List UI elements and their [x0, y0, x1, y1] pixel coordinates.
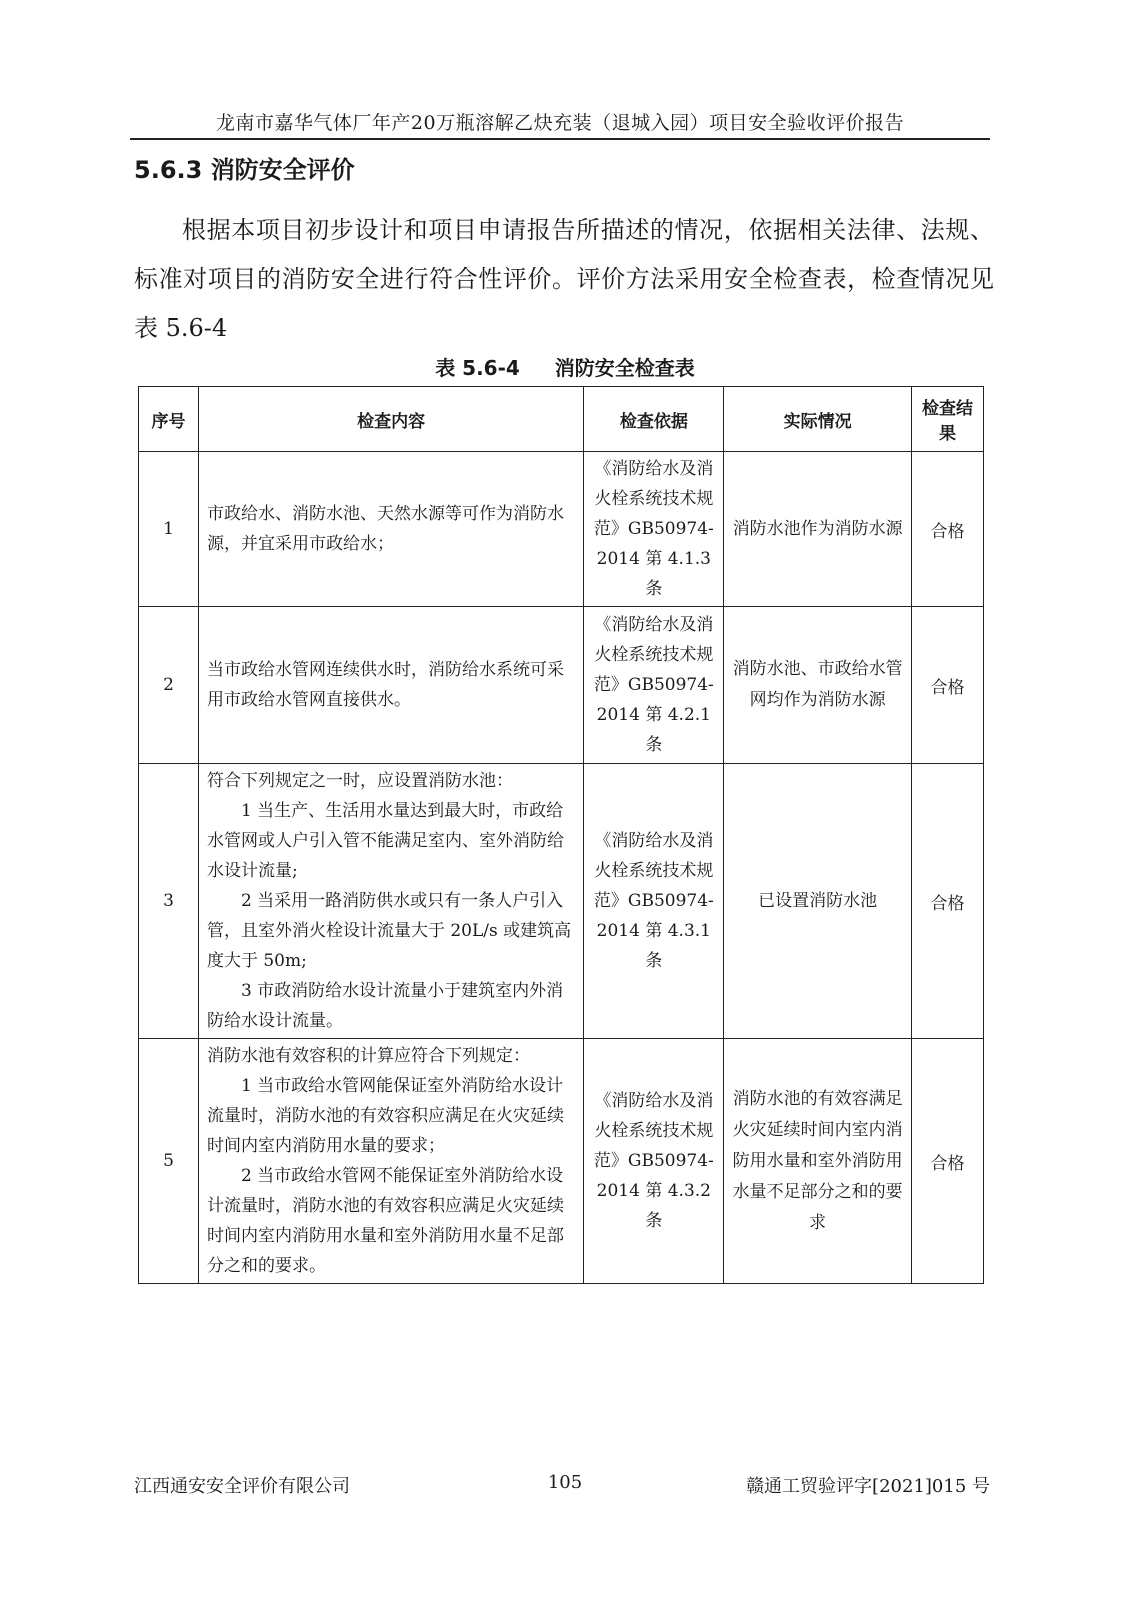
content-line: 2 当市政给水管网不能保证室外消防给水设计流量时，消防水池的有效容积应满足火灾延续时间内室内消防用水量和室外消防用水量不足部分之和的要求。	[206, 1166, 564, 1276]
table-row	[139, 764, 984, 1039]
row-content	[198, 607, 583, 764]
row-content	[198, 452, 583, 607]
content-line: 当市政给水管网连续供水时，消防给水系统可采用市政给水管网直接供水。	[206, 660, 564, 710]
header-rule	[130, 138, 990, 140]
footer-doc-number: 赣通工贸验评字[2021]015 号	[746, 1476, 990, 1497]
content-line: 1 当市政给水管网能保证室外消防给水设计流量时，消防水池的有效容积应满足在火灾延续时间内室内消防用水量的要求；	[206, 1076, 564, 1156]
content-line: 市政给水、消防水池、天然水源等可作为消防水源，并宜采用市政给水；	[206, 504, 564, 554]
header-no: 序号	[139, 387, 199, 452]
page-number: 105	[547, 1472, 583, 1493]
header-basis: 检查依据	[584, 387, 724, 452]
content-line: 1 当生产、生活用水量达到最大时，市政给水管网或人户引入管不能满足室内、室外消防给水设计流量;	[206, 801, 564, 881]
content-line: 2 当采用一路消防供水或只有一条人户引入管，且室外消火栓设计流量大于 20L/s 或建筑高度大于 50m;	[206, 891, 572, 971]
row-content	[198, 1039, 583, 1284]
table-caption-number: 表 5.6-4	[435, 356, 520, 380]
header-actual: 实际情况	[724, 387, 912, 452]
row-actual: 消防水池的有效容满足火灾延续时间内室内消防用水量和室外消防用水量不足部分之和的要求	[724, 1039, 912, 1284]
table-caption	[0, 352, 1130, 381]
table-row	[139, 1039, 984, 1284]
table-row	[139, 452, 984, 607]
row-basis: 《消防给水及消火栓系统技术规范》GB50974-2014 第 4.3.2 条	[584, 1039, 724, 1284]
row-actual: 已设置消防水池	[724, 764, 912, 1039]
row-result: 合格	[912, 452, 984, 607]
row-content	[198, 764, 583, 1039]
row-actual: 消防水池、市政给水管网均作为消防水源	[724, 607, 912, 764]
row-number: 5	[139, 1039, 199, 1284]
row-result: 合格	[912, 764, 984, 1039]
content-line: 符合下列规定之一时，应设置消防水池：	[206, 771, 513, 791]
table-header-row	[139, 387, 984, 452]
row-basis: 《消防给水及消火栓系统技术规范》GB50974-2014 第 4.2.1 条	[584, 607, 724, 764]
row-number: 1	[139, 452, 199, 607]
page-header: 龙南市嘉华气体厂年产20万瓶溶解乙炔充装（退城入园）项目安全验收评价报告	[215, 112, 905, 134]
row-result: 合格	[912, 607, 984, 764]
row-result: 合格	[912, 1039, 984, 1284]
row-number: 3	[139, 764, 199, 1039]
table-caption-title: 消防安全检查表	[554, 356, 695, 380]
footer-company: 江西通安安全评价有限公司	[134, 1476, 350, 1497]
header-result: 检查结果	[912, 387, 984, 452]
header-content: 检查内容	[198, 387, 583, 452]
content-line: 3 市政消防给水设计流量小于建筑室内外消防给水设计流量。	[206, 981, 564, 1031]
row-actual: 消防水池作为消防水源	[724, 452, 912, 607]
section-title: 5.6.3 消防安全评价	[134, 156, 355, 184]
row-number: 2	[139, 607, 199, 764]
content-line: 消防水池有效容积的计算应符合下列规定：	[206, 1046, 530, 1066]
fire-safety-checklist-table	[138, 386, 984, 1284]
intro-paragraph: 根据本项目初步设计和项目申请报告所描述的情况，依据相关法律、法规、标准对项目的消防安全进行符合性评价。评价方法采用安全检查表，检查情况见表 5.6-4	[134, 216, 994, 342]
row-basis: 《消防给水及消火栓系统技术规范》GB50974-2014 第 4.1.3 条	[584, 452, 724, 607]
table-row	[139, 607, 984, 764]
row-basis: 《消防给水及消火栓系统技术规范》GB50974-2014 第 4.3.1 条	[584, 764, 724, 1039]
